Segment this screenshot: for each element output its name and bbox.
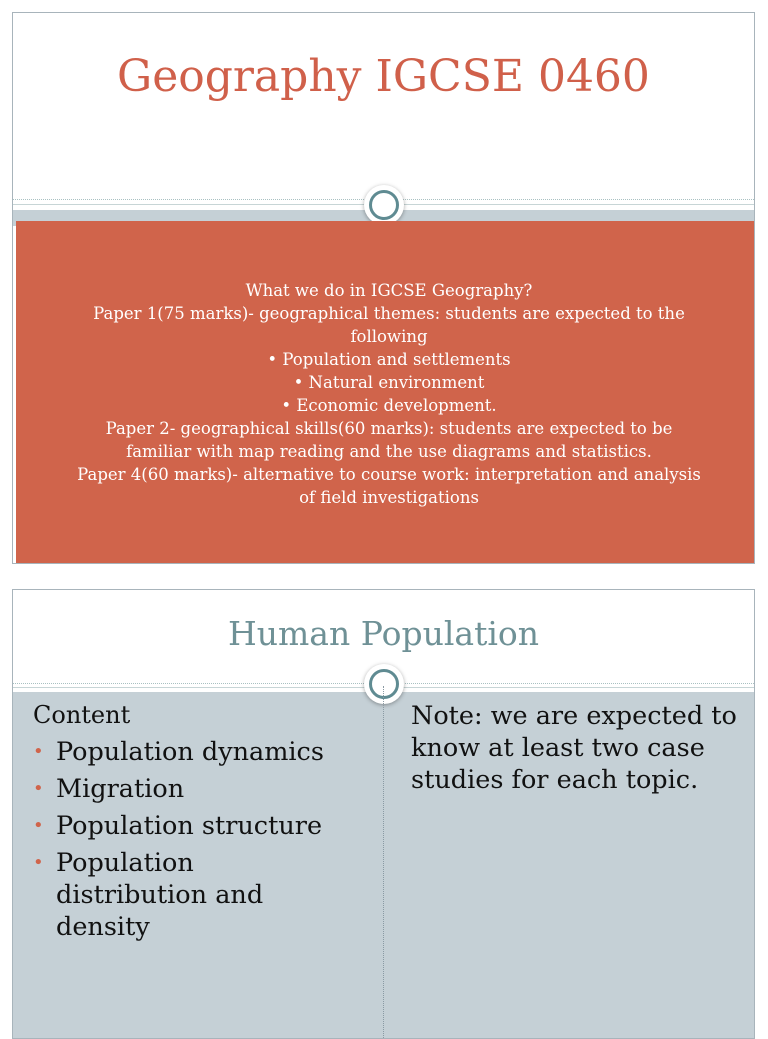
bullet-icon: •: [33, 741, 44, 762]
slide-title: Human Population: [227, 614, 540, 653]
body-line: Paper 2- geographical skills(60 marks): students are expected to be: [105, 419, 673, 438]
title-area: [13, 13, 754, 205]
content-heading: Content: [33, 701, 131, 729]
slide-title: Geography IGCSE 0460: [117, 51, 650, 102]
list-item: [33, 810, 383, 842]
note-column: [411, 700, 741, 796]
body-line: Paper 4(60 marks)- alternative to course work: interpretation and analysis: [77, 465, 701, 484]
bullet-icon: •: [33, 852, 44, 873]
bullet-icon: •: [33, 815, 44, 836]
topic-label: Population structure: [56, 811, 323, 841]
body-line: • Economic development.: [281, 396, 497, 415]
slide-geography-overview: [12, 12, 755, 564]
body-line: What we do in IGCSE Geography?: [245, 281, 533, 300]
body-line: Paper 1(75 marks)- geographical themes: students are expected to the: [93, 304, 685, 323]
divider-circle-icon: [364, 664, 404, 704]
note-text: Note: we are expected to know at least two case studies for each topic.: [411, 701, 737, 795]
topic-list: [33, 736, 383, 943]
body-line: • Population and settlements: [267, 350, 511, 369]
list-item: [33, 847, 296, 943]
column-separator: [383, 686, 384, 1038]
body-line: following: [350, 327, 428, 346]
body-line: familiar with map reading and the use diagrams and statistics.: [126, 442, 652, 461]
content-box: [16, 221, 755, 563]
slide-human-population: [12, 589, 755, 1039]
divider-circle-icon: [364, 185, 404, 225]
topic-label: Migration: [56, 774, 185, 804]
list-item: [33, 736, 383, 768]
topic-label: Population dynamics: [56, 737, 324, 767]
list-item: [33, 773, 383, 805]
body-line: • Natural environment: [293, 373, 485, 392]
bullet-icon: •: [33, 778, 44, 799]
content-column: [33, 700, 383, 948]
topic-label: Population distribution and density: [56, 848, 264, 942]
body-line: of field investigations: [299, 488, 479, 507]
